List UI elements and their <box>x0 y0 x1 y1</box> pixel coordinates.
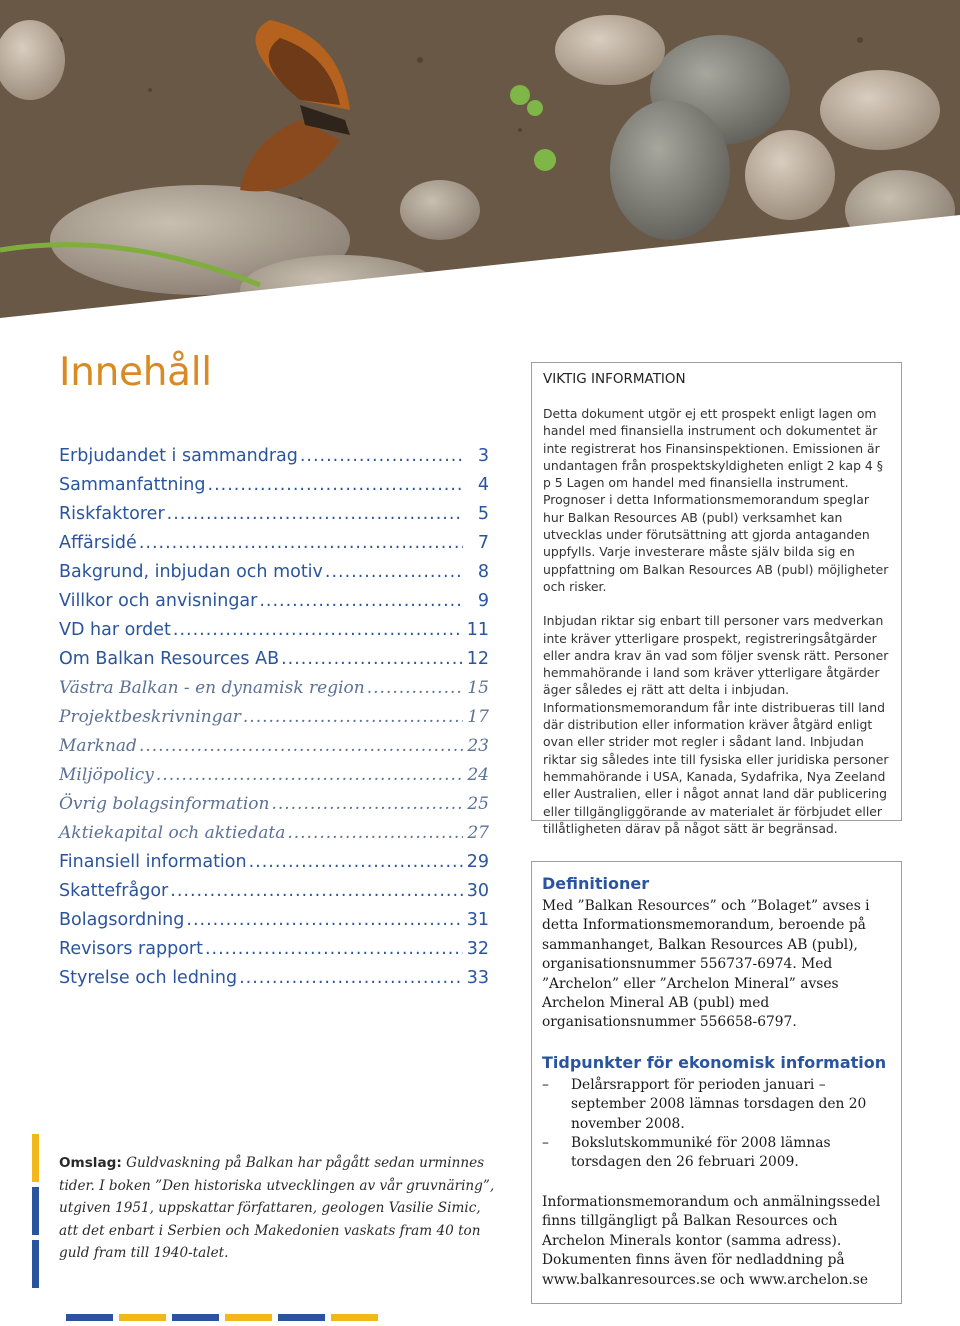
toc-item[interactable]: Västra Balkan - en dynamisk region ..... 15 <box>59 678 489 707</box>
footer-bar <box>278 1314 325 1321</box>
toc-item[interactable]: Finansiell information ..... 29 <box>59 852 489 881</box>
list-item: – Delårsrapport för perioden januari – september 2008 lämnas torsdagen den 20 november 2008. <box>542 1076 867 1132</box>
accent-bar-blue <box>32 1240 39 1288</box>
cover-caption <box>59 1152 499 1265</box>
butterfly-photo-illustration <box>0 0 960 318</box>
definitions-text: Med ”Balkan Resources” och ”Bolaget” avses i detta Informationsmemorandum, beroende på sammanhanget, Balkan Resources AB (publ), organisationsnummer 556737-6974. Med ”Archelon” eller ”Archelon Mineral” avses Archelon Mineral AB (publ) med organisationsnummer 556658-6797. <box>542 898 870 1031</box>
list-item: – Bokslutskommuniké för 2008 lämnas torsdagen den 26 februari 2009. <box>542 1135 831 1171</box>
toc-item[interactable]: Erbjudandet i sammandrag ..... 3 <box>59 446 489 475</box>
toc-item[interactable]: Övrig bolagsinformation ..... 25 <box>59 794 489 823</box>
toc-item[interactable]: Om Balkan Resources AB ..... 12 <box>59 649 489 678</box>
important-information-paragraph: Inbjudan riktar sig enbart till personer vars medverkan inte kräver ytterligare prospekt, registreringsåtgärder eller andra krav än vad som följer svensk rätt. Personer hemmahörande i land som kräver ytterligare åtgärder äger således ej rätt att delta i inbjudan. Informationsmemorandum får inte distribueras till land där distribution eller information kräver åtgärd enligt ovan eller strider mot regler i sådant land. Inbjudan riktar sig således inte till fysiska eller juridiska personer hemmahörande i USA, Kanada, Sydafrika, Nya Zeeland eller Australien, eller i något annat land där publicering eller tillgängliggörande av materialet är förbjudet eller tillåtligheten därav på något sätt är begränsad. <box>543 613 889 836</box>
toc-item[interactable]: Bolagsordning ..... 31 <box>59 910 489 939</box>
important-information-box <box>531 362 902 836</box>
footer-bar <box>66 1314 113 1321</box>
footer-bar <box>172 1314 219 1321</box>
caption-text: Guldvaskning på Balkan har pågått sedan urminnes tider. I boken ”Den historiska utvecklingen av vår gruvnäring”, utgiven 1951, uppskattar författaren, geologen Vasilie Simic, att det enbart i Serbien och Makedonien vaskats fram 40 ton guld fram till 1940-talet. <box>59 1155 495 1261</box>
important-information-paragraph: Detta dokument utgör ej ett prospekt enligt lagen om handel med finansiella instrument och dokumentet är inte registrerat hos Finansinspektionen. Emissionen är undantagen från prospektskyldigheten enligt 2 kap 4 § p 5 Lagen om handel med finansiella instrument. Prognoser i detta Informationsmemorandum speglar hur Balkan Resources AB (publ) verksamhet kan utvecklas under förutsättning att gjorda antaganden uppfylls. Varje investerare måste själv bilda sig en uppfattning om Balkan Resources AB (publ) möjligheter och risker. <box>543 406 889 594</box>
accent-bar-blue <box>32 1187 39 1235</box>
toc-item[interactable]: Aktiekapital och aktiedata ..... 27 <box>59 823 489 852</box>
toc-item[interactable]: Marknad ..... 23 <box>59 736 489 765</box>
toc-item[interactable]: Miljöpolicy ..... 24 <box>59 765 489 794</box>
caption-label: Omslag: <box>59 1155 122 1171</box>
toc-item[interactable]: Bakgrund, inbjudan och motiv ..... 8 <box>59 562 489 591</box>
toc-item[interactable]: Sammanfattning ..... 4 <box>59 475 489 504</box>
toc-item[interactable]: Villkor och anvisningar ..... 9 <box>59 591 489 620</box>
toc-item[interactable]: VD har ordet ..... 11 <box>59 620 489 649</box>
toc-item[interactable]: Projektbeskrivningar ..... 17 <box>59 707 489 736</box>
toc-item[interactable]: Riskfaktorer ..... 5 <box>59 504 489 533</box>
toc-title: Innehåll <box>59 350 212 395</box>
caption-accent-bars <box>32 1134 39 1289</box>
definitions-box <box>531 861 902 1304</box>
table-of-contents <box>59 446 489 997</box>
footer-bar <box>119 1314 166 1321</box>
footer-bar <box>225 1314 272 1321</box>
timeline-list <box>542 1076 892 1173</box>
availability-text: Informationsmemorandum och anmälningssedel finns tillgängligt på Balkan Resources och Archelon Minerals kontor (samma adress). Dokumenten finns även för nedladdning på www.balkanresources.se och www.archelon.se <box>542 1193 881 1288</box>
toc-item[interactable]: Affärsidé ..... 7 <box>59 533 489 562</box>
toc-item[interactable]: Revisors rapport ..... 32 <box>59 939 489 968</box>
footer-bar <box>331 1314 378 1321</box>
toc-item[interactable]: Styrelse och ledning ..... 33 <box>59 968 489 997</box>
important-information-heading: VIKTIG INFORMATION <box>543 371 686 387</box>
footer-accent-bars <box>66 1314 378 1321</box>
timeline-heading: Tidpunkter för ekonomisk information <box>542 1052 887 1072</box>
cover-photo <box>0 0 960 318</box>
definitions-heading: Definitioner <box>542 874 650 893</box>
toc-item[interactable]: Skattefrågor ..... 30 <box>59 881 489 910</box>
accent-bar-yellow <box>32 1134 39 1182</box>
